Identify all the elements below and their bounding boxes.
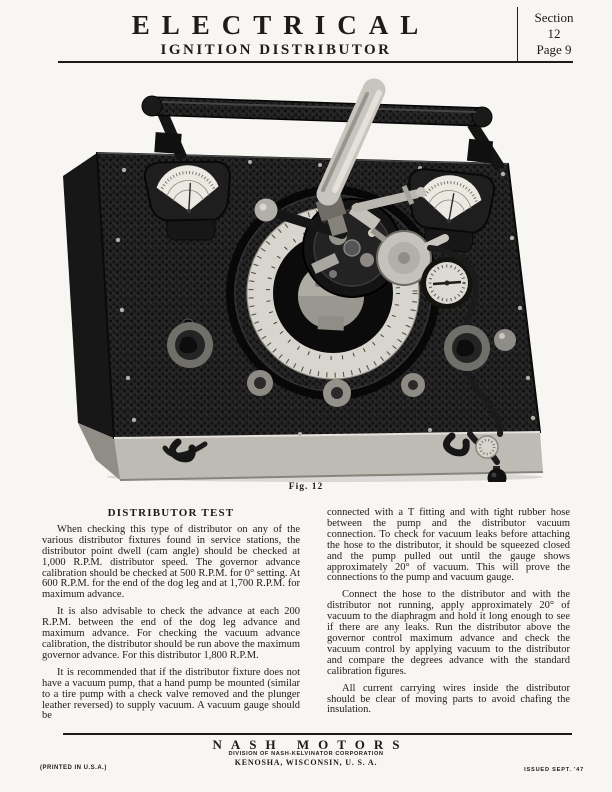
- paragraph: All current carrying wires inside the distributor should be clear of moving parts to avoid chafing the insulation.: [327, 682, 570, 716]
- footer-address: KENOSHA, WISCONSIN, U. S. A.: [234, 758, 378, 767]
- page-header: [40, 10, 510, 59]
- header-rule: [58, 61, 573, 63]
- paragraph: When checking this type of distributor on any of the various distributor fixtures found in service stations, the distributor point dwell (cam angle) should be checked at 1,000 R.P.M. distributor speed. The governor advance calibration should be checked at 500 R.P.M. for 0° setting. At 600 R.P.M. for the end of the dog leg and at 1,700 R.P.M. for maximum advance.: [42, 523, 300, 601]
- paragraph-continuation: connected with a T fitting and with tight rubber hose between the pump and the distributor vacuum connection. To check for vacuum leaks before attaching the hose to the distributor, it should be squeezed closed and the pump pulled out until the gauge shows approximately 20° of vacuum. This will prove the connections to the pump and vacuum gauge.: [327, 507, 570, 584]
- figure-caption: Fig. 12: [288, 482, 324, 492]
- figure-12-photo: [0, 78, 612, 482]
- section-number: 12: [547, 26, 561, 41]
- article-right-column: [327, 508, 570, 722]
- article-heading: DISTRIBUTOR TEST: [107, 507, 235, 519]
- footer-company-name: NASH MOTORS: [212, 737, 409, 752]
- section-box: [519, 10, 589, 58]
- footer-issued-note: ISSUED SEPT. '47: [524, 767, 584, 773]
- article-left-column: [42, 508, 300, 728]
- page-subtitle: IGNITION DISTRIBUTOR: [160, 42, 392, 58]
- section-divider-line: [517, 7, 518, 61]
- paragraph: Connect the hose to the distributor and with the distributor not running, apply approximately 20° of vacuum to the diaphragm and hold it long enough to see if there are any leaks. Run the distributor above the governor control maximum advance and check the vacuum control by applying vacuum to the distributor and compare the degrees advance with the standard calibration figures.: [327, 589, 570, 677]
- footer-division-line: DIVISION OF NASH-KELVINATOR CORPORATION: [228, 751, 384, 757]
- page-title: ELECTRICAL: [131, 10, 431, 40]
- section-label: Section: [534, 10, 574, 25]
- paragraph: It is recommended that if the distributor fixture does not have a vacuum pump, that a hand pump be mounted (similar to a tire pump with a check valve removed and the plunger leather reversed) to supply vacuum. A vacuum gauge should be: [42, 666, 300, 722]
- footer-rule: [63, 733, 572, 735]
- footer-printed-note: (PRINTED IN U.S.A.): [40, 765, 107, 771]
- paragraph: It is also advisable to check the advance at each 200 R.P.M. between the end of the dog leg advance and maximum advance. For checking the vacuum advance calibration, the distributor should be run above the maximum governor advance. For this distributor 1,800 R.P.M.: [42, 606, 300, 661]
- page-number: Page 9: [536, 42, 572, 57]
